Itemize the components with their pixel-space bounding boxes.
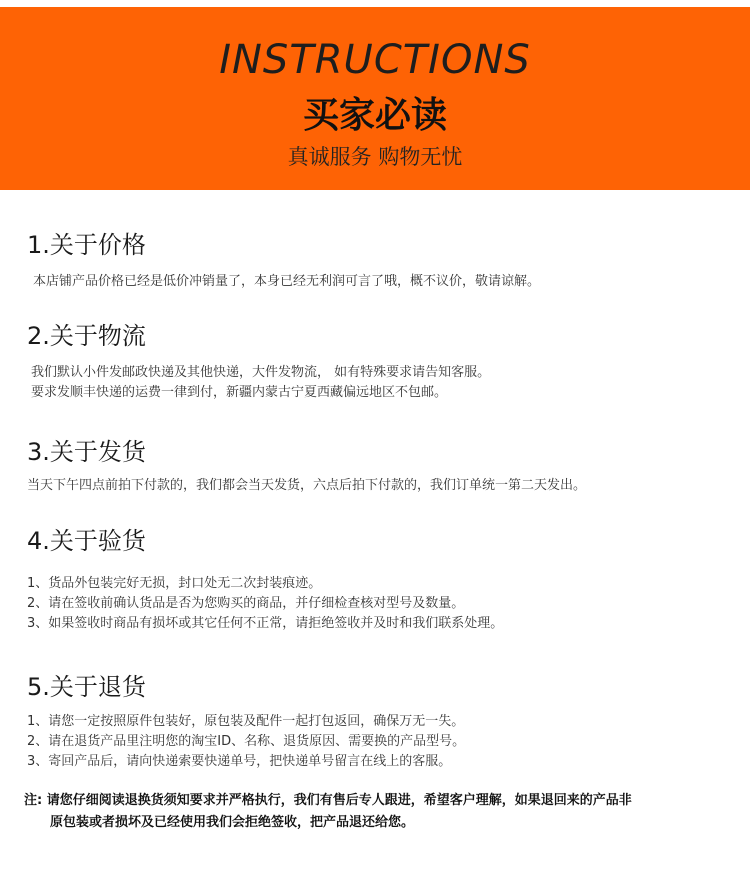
notice-paragraph (24, 790, 729, 834)
section-title-logistics: 2.关于物流 (27, 322, 146, 350)
section-returns-line-2: 2、请在退货产品里注明您的淘宝ID、名称、退货原因、需要换的产品型号。 (27, 734, 466, 749)
section-inspection-line-3: 3、如果签收时商品有损坏或其它任何不正常，请拒绝签收并及时和我们联系处理。 (27, 616, 504, 631)
section-title-returns: 5.关于退货 (27, 673, 146, 701)
section-logistics-line-1: 我们默认小件发邮政快递及其他快递，大件发物流， 如有特殊要求请告知客服。 (31, 365, 491, 380)
section-title-price: 1.关于价格 (27, 231, 146, 259)
top-strip (0, 0, 750, 7)
header-banner (0, 7, 750, 190)
section-logistics-line-2: 要求发顺丰快递的运费一律到付，新疆内蒙古宁夏西藏偏远地区不包邮。 (31, 385, 448, 400)
section-returns-line-1: 1、请您一定按照原件包装好，原包装及配件一起打包返回，确保万无一失。 (27, 714, 465, 729)
section-inspection-line-1: 1、货品外包装完好无损，封口处无二次封装痕迹。 (27, 576, 322, 591)
section-inspection-line-2: 2、请在签收前确认货品是否为您购买的商品，并仔细检查核对型号及数量。 (27, 596, 465, 611)
banner-subtitle: 真诚服务 购物无忧 (287, 145, 463, 169)
banner-chinese-title: 买家必读 (302, 95, 447, 136)
section-price-line: 本店铺产品价格已经是低价冲销量了，本身已经无利润可言了哦，概不议价，敬请谅解。 (33, 274, 541, 289)
section-returns-line-3: 3、寄回产品后，请向快递索要快递单号，把快递单号留言在线上的客服。 (27, 754, 452, 769)
notice-line-2: 原包装或者损坏及已经使用我们会拒绝签收，把产品退还给您。 (50, 815, 415, 830)
banner-english-title: INSTRUCTIONS (219, 37, 531, 83)
section-shipping-line: 当天下午四点前拍下付款的，我们都会当天发货，六点后拍下付款的，我们订单统一第二天发出。 (27, 478, 587, 493)
notice-line-1: 注: 请您仔细阅读退换货须知要求并严格执行，我们有售后专人跟进，希望客户理解，如果退回来的产品非 (24, 793, 632, 808)
section-title-shipping: 3.关于发货 (27, 438, 146, 466)
section-title-inspection: 4.关于验货 (27, 527, 146, 555)
